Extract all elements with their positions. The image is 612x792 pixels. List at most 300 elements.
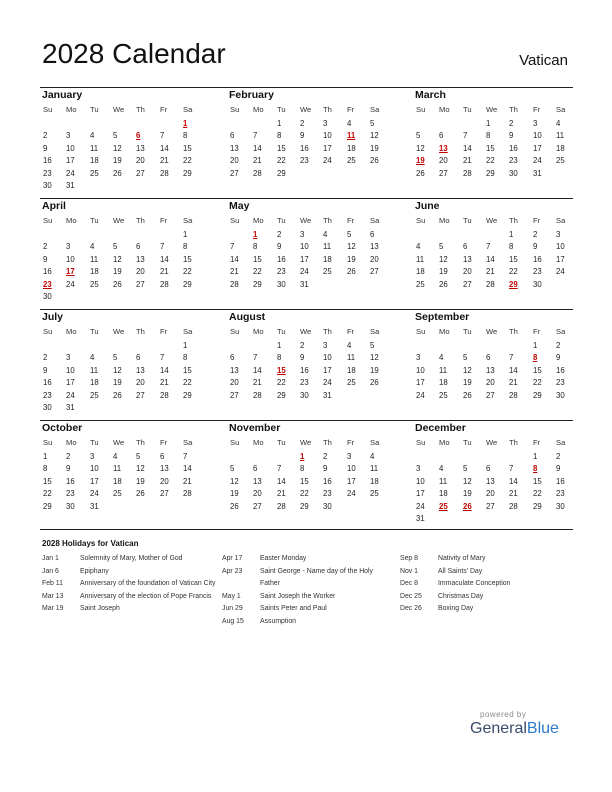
day-cell: 26 — [370, 378, 379, 388]
holiday-item — [42, 603, 222, 616]
day-cell: 20 — [136, 267, 145, 277]
weekday-label: Mo — [439, 327, 450, 336]
day-cell: 16 — [509, 143, 518, 153]
day-cell: 8 — [183, 242, 188, 252]
day-cell: 27 — [160, 489, 169, 499]
holiday-name: Boxing Day — [438, 605, 474, 613]
day-cell: 6 — [230, 353, 235, 363]
weekday-header — [227, 438, 388, 449]
day-cell: 14 — [230, 254, 239, 264]
day-cell: 3 — [416, 353, 421, 363]
weekday-label: Sa — [183, 105, 193, 114]
day-cell: 25 — [90, 279, 99, 289]
weekday-label: Mo — [66, 438, 77, 447]
day-cell: 24 — [416, 501, 425, 511]
day-cell: 19 — [370, 143, 379, 153]
day-cell: 16 — [556, 365, 565, 375]
week-row — [413, 280, 574, 292]
day-cell: 2 — [300, 341, 305, 350]
day-cell: 22 — [509, 267, 518, 277]
day-cell: 17 — [90, 476, 99, 486]
day-cell: 27 — [253, 501, 262, 511]
day-cell: 3 — [347, 452, 352, 461]
day-cell: 26 — [439, 279, 448, 289]
day-cell: 23 — [509, 156, 518, 166]
day-cell: 1 — [509, 230, 514, 239]
day-cell: 4 — [416, 242, 421, 252]
weekday-label: Su — [416, 438, 426, 447]
day-cell: 23 — [300, 156, 309, 166]
day-grid — [413, 119, 574, 181]
day-cell: 25 — [347, 378, 356, 388]
weekday-label: We — [300, 438, 312, 447]
weekday-label: Tu — [277, 327, 286, 336]
day-grid — [40, 230, 201, 304]
day-cell: 14 — [160, 254, 169, 264]
week-row — [40, 144, 201, 156]
week-row — [227, 391, 388, 403]
day-cell: 23 — [43, 390, 52, 400]
day-cell: 11 — [113, 464, 122, 474]
day-cell: 24 — [66, 279, 75, 289]
day-cell: 2 — [323, 452, 328, 461]
day-cell: 18 — [439, 378, 448, 388]
holiday-date: Aug 15 — [222, 617, 244, 625]
day-cell: 9 — [43, 143, 48, 153]
week-row — [40, 378, 201, 390]
weekday-label: Tu — [90, 105, 99, 114]
day-cell: 15 — [253, 254, 262, 264]
weekday-label: Fr — [347, 327, 355, 336]
week-row — [40, 119, 201, 131]
day-cell: 28 — [509, 390, 518, 400]
weekday-label: Mo — [66, 105, 77, 114]
day-cell: 7 — [486, 242, 491, 252]
day-cell: 13 — [486, 365, 495, 375]
day-cell: 29 — [183, 279, 192, 289]
day-cell: 20 — [463, 267, 472, 277]
day-cell: 4 — [347, 341, 352, 350]
day-cell: 22 — [43, 489, 52, 499]
week-row — [40, 403, 201, 415]
week-row — [40, 169, 201, 181]
week-row — [413, 156, 574, 168]
weekday-label: Th — [323, 105, 332, 114]
day-cell: 3 — [323, 341, 328, 350]
day-cell: 7 — [463, 131, 468, 141]
weekday-label: Tu — [463, 216, 472, 225]
day-cell: 23 — [533, 267, 542, 277]
day-cell: 30 — [556, 501, 565, 511]
week-row — [413, 464, 574, 476]
day-cell: 20 — [486, 489, 495, 499]
day-cell: 21 — [160, 156, 169, 166]
weekday-label: Mo — [253, 105, 264, 114]
weekday-label: Su — [416, 216, 426, 225]
day-cell: 31 — [66, 180, 75, 190]
day-cell: 28 — [253, 168, 262, 178]
day-cell: 17 — [323, 143, 332, 153]
day-cell: 16 — [300, 143, 309, 153]
day-cell: 25 — [370, 489, 379, 499]
day-cell: 10 — [90, 464, 99, 474]
holiday-item — [42, 553, 222, 566]
week-row — [227, 502, 388, 514]
day-cell: 20 — [370, 254, 379, 264]
holiday-name: Immaculate Conception — [438, 580, 511, 588]
day-cell: 15 — [277, 143, 286, 153]
day-cell: 28 — [183, 489, 192, 499]
day-cell: 28 — [160, 168, 169, 178]
weekday-label: Tu — [463, 105, 472, 114]
weekday-label: Su — [230, 105, 240, 114]
day-cell: 10 — [300, 242, 309, 252]
holiday-item — [222, 553, 394, 566]
day-cell: 21 — [160, 267, 169, 277]
day-cell: 29 — [253, 279, 262, 289]
weekday-header — [40, 438, 201, 449]
weekday-label: Mo — [66, 216, 77, 225]
day-cell: 19 — [463, 378, 472, 388]
powered-by-text: powered by — [480, 710, 527, 719]
weekday-label: We — [300, 216, 312, 225]
weekday-label: Fr — [533, 327, 541, 336]
weekday-label: We — [486, 105, 498, 114]
day-cell: 19 — [113, 378, 122, 388]
week-row — [40, 156, 201, 168]
day-cell: 21 — [509, 378, 518, 388]
day-cell: 10 — [533, 131, 542, 141]
day-cell: 1 — [277, 341, 282, 350]
day-cell: 30 — [66, 501, 75, 511]
day-cell: 24 — [556, 267, 565, 277]
day-cell: 15 — [43, 476, 52, 486]
month-name: December — [415, 422, 466, 434]
day-cell: 5 — [113, 353, 118, 363]
week-row — [227, 353, 388, 365]
day-cell: 19 — [463, 489, 472, 499]
day-cell: 4 — [347, 119, 352, 128]
day-cell: 14 — [160, 143, 169, 153]
month-name: June — [415, 200, 440, 212]
week-row — [413, 144, 574, 156]
weekday-header — [413, 216, 574, 227]
day-cell: 20 — [230, 156, 239, 166]
holiday-item — [400, 553, 575, 566]
weekday-label: Fr — [533, 438, 541, 447]
day-cell: 9 — [323, 464, 328, 474]
day-cell: 5 — [439, 242, 444, 252]
day-cell: 20 — [136, 156, 145, 166]
holiday-name: Epiphany — [80, 567, 109, 575]
day-cell: 27 — [230, 390, 239, 400]
day-cell: 23 — [66, 489, 75, 499]
weekday-label: Su — [43, 438, 53, 447]
holiday-name: Saint George - Name day of the Holy Father — [260, 567, 373, 588]
month-name: September — [415, 311, 470, 323]
week-row — [227, 280, 388, 292]
day-cell: 5 — [416, 131, 421, 141]
brand-part2: Blue — [526, 720, 559, 737]
week-row — [40, 489, 201, 501]
holiday-name: All Saints' Day — [438, 567, 483, 575]
day-cell: 1 — [277, 119, 282, 128]
holiday-date: Apr 23 — [222, 567, 243, 575]
day-cell: 31 — [300, 279, 309, 289]
day-cell: 5 — [113, 131, 118, 141]
day-cell: 20 — [253, 489, 262, 499]
day-cell: 30 — [277, 279, 286, 289]
day-cell: 16 — [556, 476, 565, 486]
day-cell: 30 — [43, 180, 52, 190]
day-cell: 23 — [277, 267, 286, 277]
day-cell: 16 — [43, 267, 52, 277]
day-grid — [413, 341, 574, 403]
week-row — [40, 341, 201, 353]
day-cell: 25 — [323, 267, 332, 277]
holiday-date: Sep 8 — [400, 555, 419, 562]
week-row — [413, 378, 574, 390]
day-cell: 24 — [533, 156, 542, 166]
day-cell: 10 — [66, 254, 75, 264]
day-cell: 29 — [277, 390, 286, 400]
week-row — [40, 280, 201, 292]
day-cell: 26 — [136, 489, 145, 499]
week-row — [40, 477, 201, 489]
weekday-label: We — [113, 105, 125, 114]
holiday-column — [222, 553, 394, 629]
day-cell: 27 — [370, 267, 379, 277]
weekday-label: Sa — [556, 216, 566, 225]
day-cell: 18 — [90, 156, 99, 166]
day-cell: 31 — [66, 402, 75, 412]
holiday-name: Easter Monday — [260, 555, 307, 562]
month-name: February — [229, 89, 274, 101]
day-cell: 5 — [230, 464, 235, 474]
day-cell: 31 — [323, 390, 332, 400]
weekday-label: Fr — [160, 327, 168, 336]
day-cell: 27 — [463, 279, 472, 289]
day-cell: 1 — [43, 452, 48, 461]
day-cell: 7 — [160, 131, 165, 141]
day-cell: 24 — [90, 489, 99, 499]
holiday-day: 8 — [533, 464, 538, 474]
day-grid — [227, 230, 388, 292]
holiday-date: Dec 8 — [400, 580, 419, 588]
weekday-label: Fr — [347, 105, 355, 114]
weekday-label: Sa — [370, 438, 380, 447]
weekday-header — [413, 438, 574, 449]
day-cell: 14 — [253, 365, 262, 375]
day-grid — [40, 341, 201, 415]
weekday-label: Sa — [556, 105, 566, 114]
day-cell: 1 — [183, 341, 188, 350]
day-cell: 4 — [90, 242, 95, 252]
day-cell: 5 — [113, 242, 118, 252]
day-cell: 21 — [277, 489, 286, 499]
day-cell: 16 — [533, 254, 542, 264]
weekday-label: Mo — [439, 216, 450, 225]
country-name: Vatican — [519, 52, 568, 69]
day-cell: 28 — [463, 168, 472, 178]
day-cell: 13 — [230, 365, 239, 375]
holiday-date: Mar 13 — [42, 592, 64, 600]
page-title: 2028 Calendar — [42, 38, 226, 69]
weekday-label: Mo — [439, 105, 450, 114]
holiday-item — [400, 578, 575, 591]
day-cell: 29 — [300, 501, 309, 511]
day-cell: 2 — [43, 131, 48, 141]
day-cell: 2 — [509, 119, 514, 128]
day-grid — [227, 341, 388, 403]
weekday-label: Sa — [370, 327, 380, 336]
day-cell: 18 — [370, 476, 379, 486]
day-cell: 16 — [323, 476, 332, 486]
day-cell: 26 — [416, 168, 425, 178]
week-row — [40, 502, 201, 514]
day-cell: 11 — [323, 242, 332, 252]
day-cell: 9 — [277, 242, 282, 252]
day-cell: 23 — [556, 489, 565, 499]
weekday-header — [413, 327, 574, 338]
weekday-label: Sa — [370, 105, 380, 114]
month-name: November — [229, 422, 281, 434]
day-cell: 24 — [300, 267, 309, 277]
day-cell: 9 — [533, 242, 538, 252]
holidays-title: 2028 Holidays for Vatican — [42, 539, 139, 548]
holiday-name: Anniversary of the foundation of Vatican City — [80, 580, 216, 588]
day-cell: 2 — [66, 452, 71, 461]
day-cell: 30 — [43, 402, 52, 412]
day-cell: 3 — [323, 119, 328, 128]
holiday-item — [222, 591, 394, 604]
holiday-item — [400, 591, 575, 604]
day-cell: 16 — [66, 476, 75, 486]
week-row — [40, 464, 201, 476]
day-cell: 9 — [300, 353, 305, 363]
holiday-date: May 1 — [222, 592, 241, 600]
day-cell: 29 — [43, 501, 52, 511]
day-cell: 26 — [463, 390, 472, 400]
weekday-label: Th — [136, 438, 145, 447]
holiday-item — [222, 603, 394, 616]
day-cell: 25 — [90, 168, 99, 178]
weekday-label: Su — [416, 105, 426, 114]
holiday-day: 1 — [253, 230, 258, 239]
day-cell: 24 — [347, 489, 356, 499]
holiday-date: Nov 1 — [400, 567, 419, 575]
day-cell: 12 — [370, 131, 379, 141]
day-cell: 26 — [113, 390, 122, 400]
day-grid — [227, 119, 388, 181]
day-cell: 17 — [556, 254, 565, 264]
week-row — [413, 341, 574, 353]
day-cell: 13 — [160, 464, 169, 474]
weekday-label: Fr — [160, 216, 168, 225]
day-cell: 2 — [556, 452, 561, 461]
weekday-label: Th — [509, 216, 518, 225]
day-cell: 14 — [160, 365, 169, 375]
month-row — [40, 309, 573, 420]
day-cell: 18 — [323, 254, 332, 264]
day-cell: 27 — [486, 501, 495, 511]
week-row — [40, 131, 201, 143]
day-cell: 22 — [183, 378, 192, 388]
weekday-label: Mo — [253, 216, 264, 225]
weekday-label: Fr — [533, 216, 541, 225]
weekday-label: Tu — [90, 216, 99, 225]
weekday-label: Sa — [556, 327, 566, 336]
day-cell: 20 — [160, 476, 169, 486]
brand-logo[interactable] — [470, 720, 559, 738]
day-cell: 11 — [90, 365, 99, 375]
day-cell: 7 — [277, 464, 282, 474]
day-cell: 16 — [277, 254, 286, 264]
day-cell: 2 — [43, 242, 48, 252]
weekday-label: Th — [509, 105, 518, 114]
day-cell: 9 — [509, 131, 514, 141]
day-cell: 23 — [300, 378, 309, 388]
day-cell: 28 — [160, 279, 169, 289]
day-grid — [40, 119, 201, 193]
day-cell: 7 — [160, 353, 165, 363]
day-cell: 1 — [183, 230, 188, 239]
holiday-day: 1 — [300, 452, 305, 461]
day-cell: 11 — [90, 143, 99, 153]
week-row — [227, 267, 388, 279]
weekday-label: Su — [43, 327, 53, 336]
day-cell: 11 — [416, 254, 425, 264]
holiday-day: 26 — [463, 501, 472, 511]
weekday-label: We — [113, 216, 125, 225]
weekday-header — [413, 105, 574, 116]
weekday-label: Sa — [370, 216, 380, 225]
day-cell: 3 — [300, 230, 305, 239]
day-cell: 12 — [463, 365, 472, 375]
day-cell: 2 — [556, 341, 561, 350]
holiday-day: 23 — [43, 279, 52, 289]
day-cell: 18 — [113, 476, 122, 486]
day-cell: 3 — [416, 464, 421, 474]
day-grid — [413, 452, 574, 526]
day-cell: 6 — [253, 464, 258, 474]
weekday-label: Fr — [160, 105, 168, 114]
weekday-label: Su — [416, 327, 426, 336]
weekday-label: Sa — [183, 327, 193, 336]
day-cell: 7 — [509, 464, 514, 474]
holiday-day: 13 — [439, 143, 448, 153]
day-cell: 22 — [183, 267, 192, 277]
day-cell: 7 — [230, 242, 235, 252]
day-cell: 4 — [113, 452, 118, 461]
day-cell: 5 — [136, 452, 141, 461]
day-cell: 5 — [347, 230, 352, 239]
day-cell: 18 — [90, 267, 99, 277]
day-cell: 2 — [533, 230, 538, 239]
day-cell: 30 — [323, 501, 332, 511]
holiday-date: Feb 11 — [42, 580, 63, 588]
day-cell: 20 — [439, 156, 448, 166]
day-cell: 5 — [370, 119, 375, 128]
day-cell: 25 — [347, 156, 356, 166]
day-cell: 6 — [136, 353, 141, 363]
day-cell: 17 — [416, 378, 425, 388]
holiday-name: Saint Joseph the Worker — [260, 592, 336, 600]
day-cell: 7 — [253, 353, 258, 363]
day-cell: 19 — [113, 156, 122, 166]
day-cell: 19 — [347, 254, 356, 264]
weekday-label: Su — [230, 327, 240, 336]
